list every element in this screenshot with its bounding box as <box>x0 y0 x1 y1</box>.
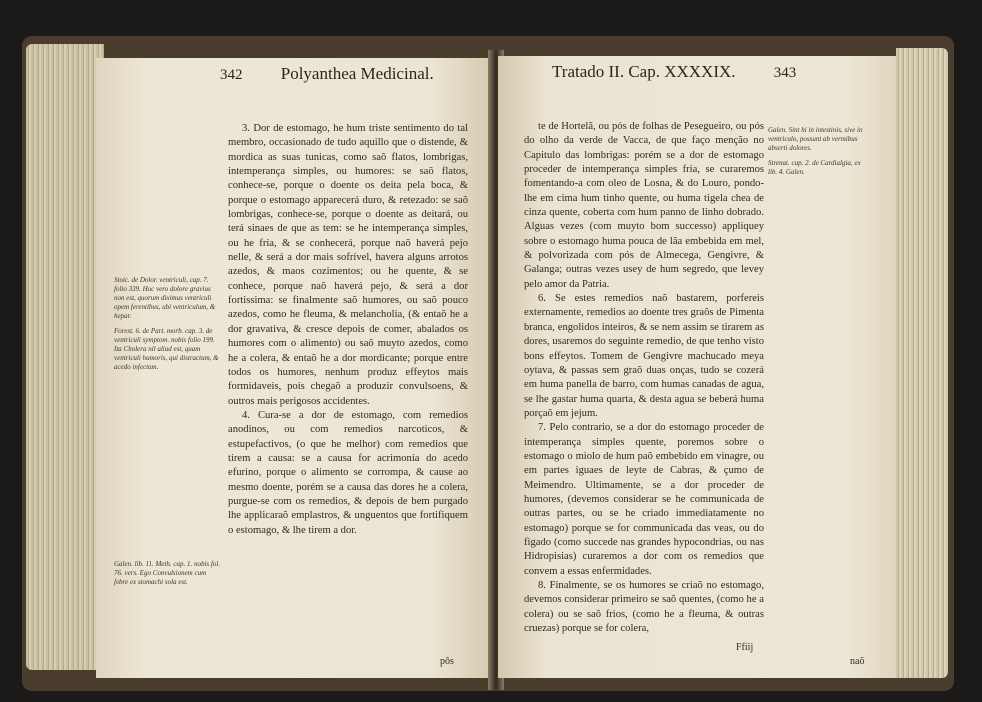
page-edges-right <box>896 48 948 678</box>
margin-note: Strenat. cap. 2. de Cardialgia, ex lib. 4. Galen. <box>768 159 861 176</box>
paragraph: te de Hortelã, ou pós de folhas de Pesegueiro, ou pós do olho da verde de Vacca, de que faço menção no Capitulo das lombrigas: porém se a dor de estomago proceder de intemperança simples fria, se curaremos fomentando-a com oleo de Losna, & do Louro, pondo-lhe em cima hum tinho quente, ou huma tigela chea de cinza quente, coberta com hum panno de linho dobrado. Alguas vezes (com muyto bom successo) appliquey sobre o estomago huma pouca de lãa embebida em mel, & polvorizada com pós de Almecega, Gengivre, & Galanga; outras vezes usey de hum segredo, que levey pelo amor da Patria. <box>524 121 764 290</box>
paragraph: 3. Dor de estomago, he hum triste sentimento do tal membro, occasionado de tudo aquillo que o distende, & mordica as suas tunicas, como saõ flatos, lombrigas, intemperança simples, ou humores: se saõ flatos, conhece-se, porque o doente os deita pela boca, & porque o estomago apparecerá duro, & retezado: se saõ lombrigas, conhece-se, porque o doente as deitará, ou terá sinaes de que as tem: se he intemperança simples, ou he fria, & se conhecerá, porque naõ haverá pejo nelle, & será a dor mais sofrível, havera alguns arrotos azedos, & maos cozimentos; ou he quente, & se conhece, porque naõ haverá pejo, & será a dor fortissima: se finalmente saõ humores, ou saõ pouco azedos, como he fleuma, & melancholia, (& entaõ he a dor gravativa, & cresce depois de comer, abalados os humores com o alimento) ou saõ muyto azedos, como he a colera, & entaõ he a dor mordicante; porque entre todos os humores, nenhum produz effeytos mais formidaveis, pois chegaõ a produzir convulsoens, & outros mais perigosos accidentes. <box>228 123 468 407</box>
left-page-number: 342 <box>220 67 243 83</box>
margin-note: Forest. 6. de Part. morb. cap. 3. de ventriculi symptom. nobis folio 199. Ita Cholera nil aliud est, quam ventriculi humoris, qui distractum, & acedo infectum. <box>114 327 219 371</box>
margin-note: Galen. Sint hi in intestinis, sive in ventriculo, possunt ab vermibus abserti dolores. <box>768 126 863 152</box>
right-running-title: Tratado II. Cap. XXXXIX. <box>552 62 736 81</box>
paragraph: 7. Pelo contrario, se a dor do estomago proceder de intemperança simples quente, poremos sobre o estomago o miolo de hum paõ embebido em vinagre, ou em partes iguaes de leyte de Cabras, & çumo de Meimendro. Ultimamente, se a dor proceder de humores, (devemos considerar se he communicada de outras partes, ou se he criado immediatamente no estomago) porque se for communicada das veas, ou do figado (como succede nas grandes hypocondrias, ou nas Hidropisias) curaremos a dor com os remedios que convem a essas enfermidades. <box>524 422 764 577</box>
bleed-through-notes <box>770 206 868 286</box>
right-catchword: naõ <box>850 656 865 667</box>
paragraph: 4. Cura-se a dor de estomago, com remedios anodinos, ou com remedios narcoticos, & estupefactivos, (o que he melhor) com remedios que tirem a causa: se a causa for acrimonia do acedo efurino, porque o alimento se corrompa, & cause ao mesmo doente, porém se a causa das dores he a colera, purgue-se com os remedios, & depois de bem purgado lhe applicaraõ emplastros, & unguentos que fortifiquem o estomago, & lhe tirem a dor. <box>228 409 468 536</box>
margin-note: Stoic. de Dolor. ventriculi, cap. 7. folio 339. Hoc vero dolore gravius non est, quorum diximus ventriculi opem ferentibus, ubi ventriculum, & hepar. <box>114 276 216 320</box>
right-page <box>498 56 896 678</box>
left-margin-notes <box>114 276 222 593</box>
signature-mark: Ffiij <box>736 642 754 653</box>
left-running-title: Polyanthea Medicinal. <box>280 64 434 83</box>
left-page <box>96 58 492 678</box>
left-page-header <box>220 64 434 84</box>
paragraph: 8. Finalmente, se os humores se criaõ no estomago, devemos considerar primeiro se saõ quentes, (como he a colera) ou se saõ frios, (como he a fleuma, & outras cruezas) porque se for colera, <box>524 580 764 635</box>
left-catchword: pôs <box>440 656 454 667</box>
page-edges-left <box>26 44 104 670</box>
right-margin-notes <box>768 126 870 183</box>
right-page-header <box>552 62 796 82</box>
paragraph: 6. Se estes remedios naõ bastarem, porfereis externamente, remedios ao doente tres graõs de Pimenta branca, engolidos inteiros, & se nem assim se tirarem as dores, usaremos do seguinte remedio, de que tenho visto bons effeytos. Tomem de Gengivre machucado meya oytava, & passas sem graõ duas onças, tudo se cozerá em huma panella de barro, com humas canadas de agua, se lhe gastar huma quarta, & desta agua se beberá huma porçaõ em jejum. <box>524 293 764 419</box>
margin-note: Galen. lib. 11. Meth. cap. 1. nobis fol. 76. vers. Ego Convulsionem cum febre ex stomachi sola est. <box>114 560 221 586</box>
left-text-column <box>228 122 468 538</box>
right-page-number: 343 <box>773 65 797 81</box>
right-text-column <box>524 120 764 636</box>
